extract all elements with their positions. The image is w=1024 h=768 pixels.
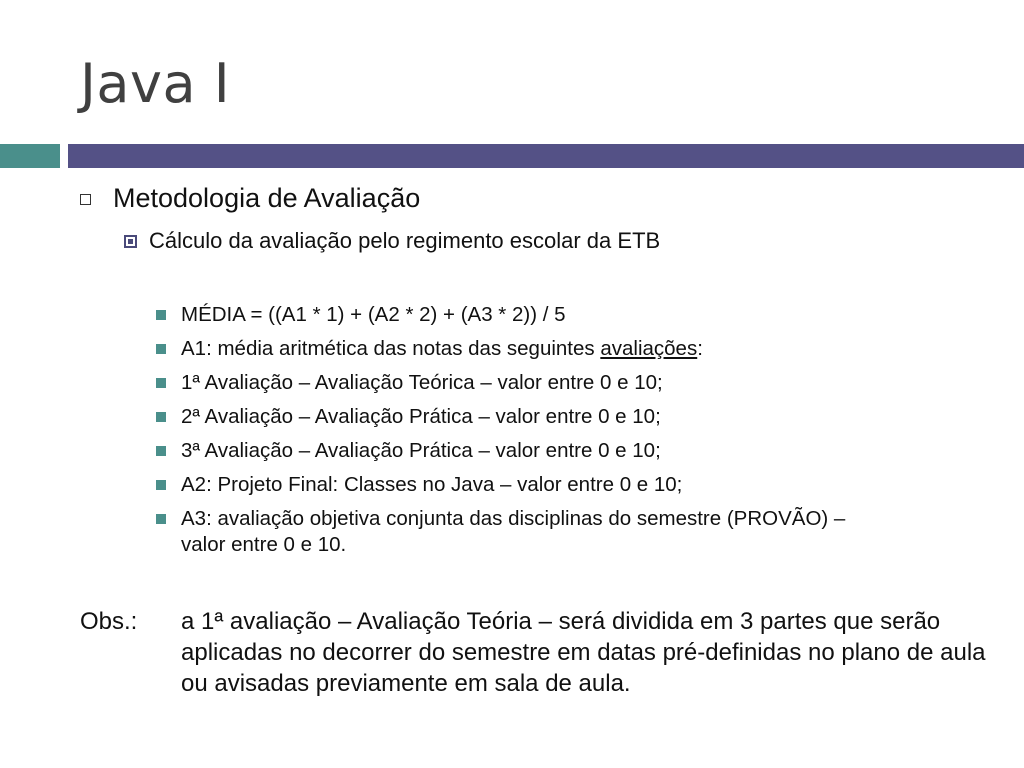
observation-text: a 1ª avaliação – Avaliação Teória – será dividida em 3 partes que serão aplicadas no decorrer do semestre em datas pré-definidas no plano de aula ou avisadas previamente em sala de aula.: [181, 608, 986, 697]
list-item-text: MÉDIA = ((A1 * 1) + (A2 * 2) + (A3 * 2)) / 5: [181, 303, 566, 326]
list-item-text: A2: Projeto Final: Classes no Java – valor entre 0 e 10;: [181, 473, 683, 496]
observation-label: Obs.:: [80, 608, 138, 635]
header-bar-purple: [68, 144, 1024, 168]
observation-note: [80, 606, 990, 699]
list-item-text: 2ª Avaliação – Avaliação Prática – valor entre 0 e 10;: [181, 405, 661, 428]
list-item-text: 3ª Avaliação – Avaliação Prática – valor entre 0 e 10;: [181, 439, 661, 462]
list-item-text: 1ª Avaliação – Avaliação Teórica – valor entre 0 e 10;: [181, 371, 663, 394]
underlined-word: avaliações: [600, 337, 698, 360]
filled-square-icon: [156, 412, 166, 422]
list-item-text: [181, 336, 703, 362]
filled-square-icon: [156, 310, 166, 320]
bullet-level2-text: Cálculo da avaliação pelo regimento escolar da ETB: [149, 228, 661, 253]
bullet-level1-text: Metodologia de Avaliação: [113, 183, 421, 213]
list-item: [156, 302, 876, 328]
bullet-level1: [80, 183, 420, 214]
list-item: [156, 404, 876, 430]
list-item: [156, 438, 876, 464]
list-item-text-end: :: [697, 337, 703, 360]
filled-square-icon: [156, 514, 166, 524]
hollow-square-icon: [80, 194, 91, 205]
list-item: [156, 472, 876, 498]
filled-square-icon: [156, 344, 166, 354]
list-item: [156, 370, 876, 396]
square-in-square-icon: [124, 235, 137, 248]
filled-square-icon: [156, 378, 166, 388]
bullet-level3-list: [156, 302, 876, 566]
list-item: [156, 336, 876, 362]
slide-title: Java I: [80, 52, 231, 115]
list-item-text: A3: avaliação objetiva conjunta das disciplinas do semestre (PROVÃO) – valor entre 0 e 10.: [181, 507, 846, 556]
list-item: [156, 506, 876, 558]
header-bar-teal: [0, 144, 60, 168]
filled-square-icon: [156, 480, 166, 490]
filled-square-icon: [156, 446, 166, 456]
bullet-level2: [124, 228, 660, 254]
list-item-text-start: A1: média aritmética das notas das seguintes: [181, 337, 601, 360]
